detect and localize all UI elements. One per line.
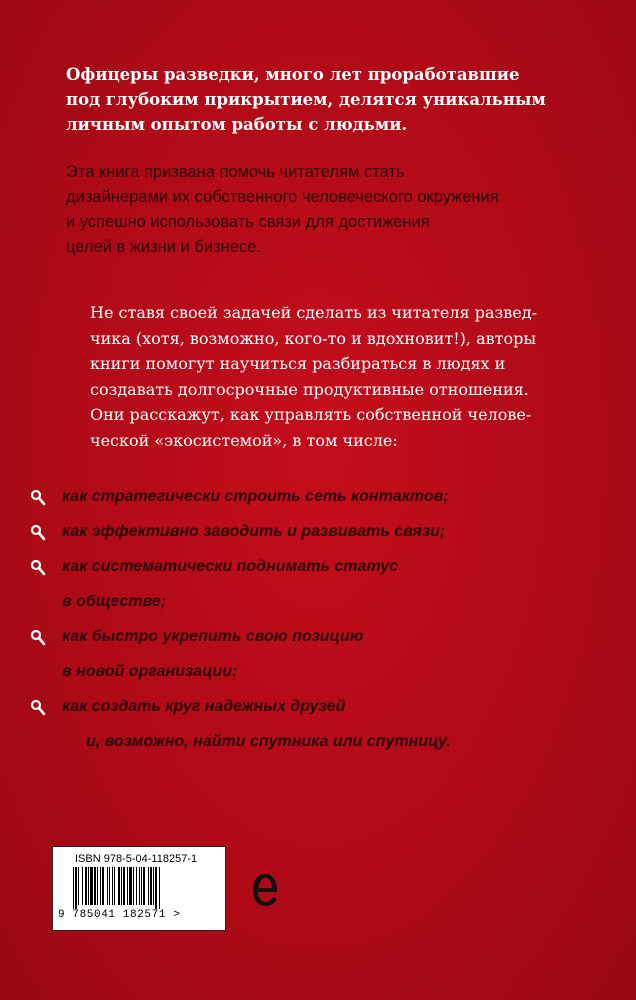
isbn-barcode xyxy=(52,846,226,931)
bullet-continuation-text: в обществе; xyxy=(62,593,167,610)
bullet-text: как стратегически строить сеть контактов; xyxy=(62,488,449,505)
description-paragraph xyxy=(90,300,610,453)
bullet-text: как эффективно заводить и развивать связи; xyxy=(62,523,446,540)
purpose-line: дизайнерами их собственного человеческого окружения xyxy=(66,188,499,206)
magnifier-icon xyxy=(30,699,46,717)
intro-line: Офицеры разведки, много лет проработавшие xyxy=(66,65,520,84)
purpose-paragraph xyxy=(66,160,606,260)
bullet-text: как быстро укрепить свою позицию xyxy=(62,628,364,645)
bullet-continuation-text: и, возможно, найти спутника или спутницу. xyxy=(86,733,451,750)
description-line: книги помогут научиться разбираться в людях и xyxy=(90,354,506,373)
bullet-text: как систематически поднимать статус xyxy=(62,558,399,575)
purpose-line: и успешно использовать связи для достижения xyxy=(66,213,430,231)
intro-paragraph xyxy=(66,62,606,137)
purpose-line: Эта книга призвана помочь читателям стать xyxy=(66,163,405,181)
purpose-line: целей в жизни и бизнесе. xyxy=(66,238,261,256)
bullet-continuation-text: в новой организации; xyxy=(62,663,238,680)
isbn-text: ISBN 978-5-04-118257-1 xyxy=(75,853,198,865)
intro-line: личным опытом работы с людьми. xyxy=(66,115,408,134)
description-line: Не ставя своей задачей сделать из читателя развед- xyxy=(90,303,537,322)
eksmo-e-logo-icon xyxy=(250,870,280,910)
magnifier-icon xyxy=(30,629,46,647)
magnifier-icon xyxy=(30,524,46,542)
intro-line: под глубоким прикрытием, делятся уникальным xyxy=(66,90,546,109)
description-line: создавать долгосрочные продуктивные отношения. xyxy=(90,379,529,399)
description-line: Они расскажут, как управлять собственной челове- xyxy=(90,405,532,424)
description-line: чика (хотя, возможно, кого-то и вдохновит!), авторы xyxy=(90,328,537,348)
bullet-text: как создать круг надежных друзей xyxy=(62,698,346,715)
barcode-digits: 9 785041 182571 > xyxy=(58,909,181,921)
magnifier-icon xyxy=(30,489,46,507)
barcode-bars xyxy=(71,867,211,909)
description-line: ческой «экосистемой», в том числе: xyxy=(90,430,398,450)
magnifier-icon xyxy=(30,559,46,577)
